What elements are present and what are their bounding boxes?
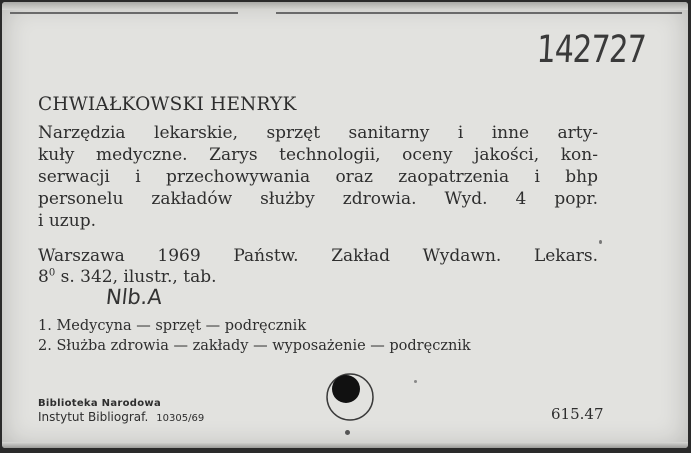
imprint-paragraph [38,245,598,267]
title-line: i uzup. [38,211,96,231]
imprint-line: Warszawa 1969 Państw. Zakład Wydawn. Lekars. [38,246,598,266]
title-line: Narzędzia lekarskie, sprzęt sanitarny i inne arty- [38,123,598,143]
institute-name: Instytut Bibliograf. [38,410,149,424]
format-superscript: 0 [48,267,56,279]
subject-heading: 2. Służba zdrowia — zakłady — wyposażenie — podręcznik [38,338,471,354]
subject-headings [38,316,471,356]
top-rule-right [276,12,682,14]
format: 8 [38,267,49,287]
title-line: serwacji i przechowywania oraz zaopatrzenia i bhp [38,167,598,187]
handwritten-shelfmark: 142727 [535,28,647,72]
top-rule-left [10,12,238,14]
card-bottom-edge [2,442,688,448]
institute-line [38,410,204,424]
ink-dot [345,430,350,435]
catalog-card [2,2,688,448]
title-line: personelu zakładów służby zdrowia. Wyd. 4 popr. [38,189,598,209]
card-top-edge [2,2,688,10]
library-name: Biblioteka Narodowa [38,398,162,409]
catalog-number: 10305/69 [156,413,205,424]
pages-text: s. 342, ilustr., tab. [55,267,217,287]
title-paragraph [38,122,598,232]
handwritten-note: Nlb.A [104,285,164,309]
subject-heading: 1. Medycyna — sprzęt — podręcznik [38,318,307,334]
ink-dot [599,240,602,244]
author-heading: CHWIAŁKOWSKI HENRYK [38,94,297,115]
classification-number: 615.47 [551,405,604,423]
punch-hole-icon [325,372,375,422]
ink-dot [414,380,417,383]
title-line: kuły medyczne. Zarys technologii, oceny jakości, kon- [38,145,598,165]
physical-description [38,267,217,287]
